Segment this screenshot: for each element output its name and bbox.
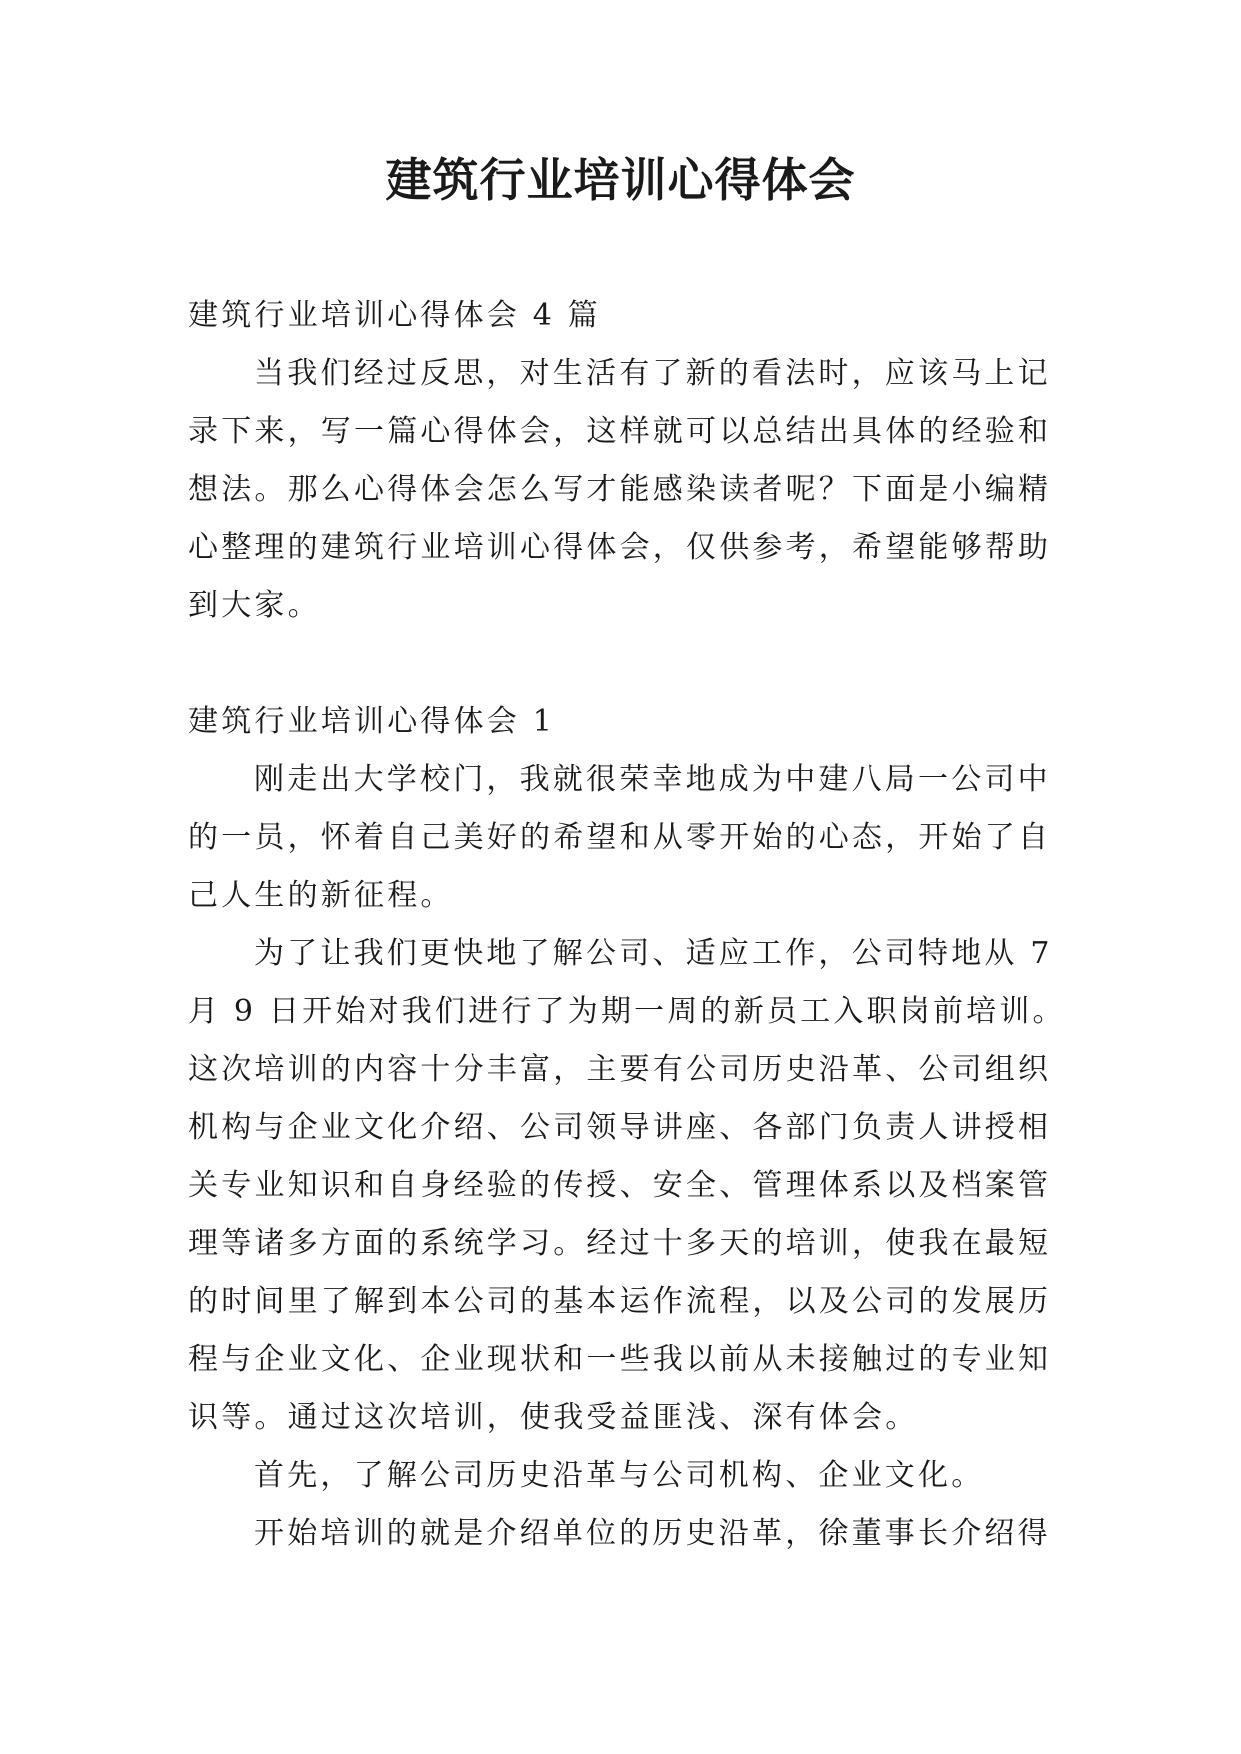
paragraph-line: 这次培训的内容十分丰富，主要有公司历史沿革、公司组织 bbox=[188, 1052, 1052, 1087]
paragraph-line: 程与企业文化、企业现状和一些我以前从未接触过的专业知 bbox=[188, 1342, 1052, 1377]
paragraph-line: 想法。那么心得体会怎么写才能感染读者呢？下面是小编精 bbox=[188, 472, 1052, 507]
paragraph-line: 己人生的新征程。 bbox=[188, 878, 454, 913]
paragraph-line: 心整理的建筑行业培训心得体会，仅供参考，希望能够帮助 bbox=[188, 530, 1052, 565]
paragraph-line: 录下来，写一篇心得体会，这样就可以总结出具体的经验和 bbox=[188, 414, 1052, 449]
paragraph-line: 当我们经过反思，对生活有了新的看法时，应该马上记 bbox=[254, 356, 1051, 391]
paragraph-line: 开始培训的就是介绍单位的历史沿革，徐董事长介绍得 bbox=[254, 1516, 1051, 1551]
paragraph-spacer bbox=[188, 635, 1058, 693]
paragraph-line: 机构与企业文化介绍、公司领导讲座、各部门负责人讲授相 bbox=[188, 1110, 1052, 1145]
section-heading: 建筑行业培训心得体会 4 篇 bbox=[188, 298, 601, 333]
document-body bbox=[188, 287, 1066, 1563]
paragraph-line: 月 9 日开始对我们进行了为期一周的新员工入职岗前培训。 bbox=[188, 994, 1066, 1029]
document-title: 建筑行业培训心得体会 bbox=[385, 153, 856, 207]
paragraph-line: 首先，了解公司历史沿革与公司机构、企业文化。 bbox=[254, 1458, 985, 1493]
paragraph-line: 识等。通过这次培训，使我受益匪浅、深有体会。 bbox=[188, 1400, 919, 1435]
paragraph-line: 关专业知识和自身经验的传授、安全、管理体系以及档案管 bbox=[188, 1168, 1052, 1203]
paragraph-line: 的时间里了解到本公司的基本运作流程，以及公司的发展历 bbox=[188, 1284, 1052, 1319]
paragraph-line: 的一员，怀着自己美好的希望和从零开始的心态，开始了自 bbox=[188, 820, 1052, 855]
paragraph-line: 到大家。 bbox=[188, 588, 321, 623]
paragraph-line: 为了让我们更快地了解公司、适应工作，公司特地从 7 bbox=[254, 936, 1053, 971]
section-heading: 建筑行业培训心得体会 1 bbox=[188, 704, 556, 739]
paragraph-line: 理等诸多方面的系统学习。经过十多天的培训，使我在最短 bbox=[188, 1226, 1052, 1261]
paragraph-line: 刚走出大学校门，我就很荣幸地成为中建八局一公司中 bbox=[254, 762, 1051, 797]
